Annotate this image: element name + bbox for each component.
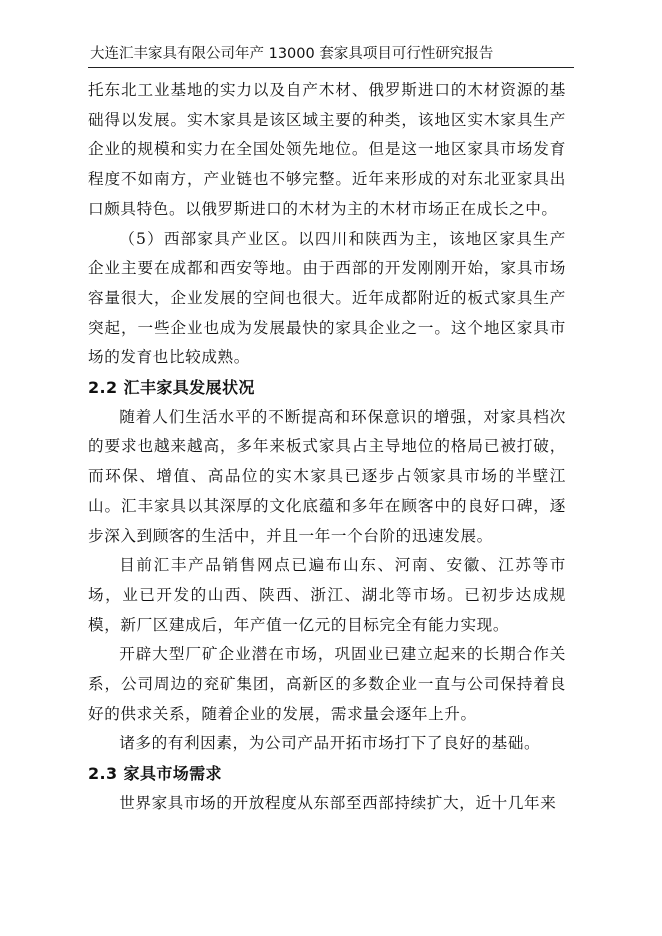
paragraph-market-demand: 世界家具市场的开放程度从东部至西部持续扩大，近十几年来 (119, 793, 557, 812)
paragraph-development-1: 随着人们生活水平的不断提高和环保意识的增强，对家具档次的要求也越来越高，多年来板式家具占主导地位的格局已被打破，而环保、增值、高品位的实木家具已逐步占领家具市场的半壁江山。汇丰家具以其深厚的文化底蕴和多年在顾客中的良好口碑，逐步深入到顾客的生活中，并且一年一个台阶的迅速发展。 (88, 407, 566, 545)
section-number: 2.2 (88, 378, 118, 398)
section-number: 2.3 (88, 764, 118, 784)
section-heading-2-2 (88, 373, 566, 403)
paragraph-development-3: 开辟大型厂矿企业潜在市场，巩固业已建立起来的长期合作关系，公司周边的兖矿集团，高新区的多数企业一直与公司保持着良好的供求关系，随着企业的发展，需求量会逐年上升。 (88, 645, 566, 723)
section-title: 家具市场需求 (123, 764, 222, 784)
header-divider (88, 67, 574, 68)
document-body (88, 76, 566, 819)
section-heading-2-3 (88, 759, 566, 789)
paragraph-northeast-continued: 托东北工业基地的实力以及自产木材、俄罗斯进口的木材资源的基础得以发展。实木家具是该区域主要的种类，该地区实木家具生产企业的规模和实力在全国处领先地位。但是这一地区家具市场发育程度不如南方，产业链也不够完整。近年来形成的对东北亚家具出口颇具特色。以俄罗斯进口的木材为主的木材市场正在成长之中。 (88, 81, 566, 218)
paragraph-development-2: 目前汇丰产品销售网点已遍布山东、河南、安徽、江苏等市场，业已开发的山西、陕西、浙江、湖北等市场。已初步达成规模，新厂区建成后，年产值一亿元的目标完全有能力实现。 (88, 556, 566, 634)
page-header: 大连汇丰家具有限公司年产 13000 套家具项目可行性研究报告 (90, 46, 494, 62)
paragraph-development-4: 诸多的有利因素，为公司产品开拓市场打下了良好的基础。 (119, 734, 541, 753)
paragraph-western-region: （5）西部家具产业区。以四川和陕西为主，该地区家具生产企业主要在成都和西安等地。由于西部的开发刚刚开始，家具市场容量很大，企业发展的空间也很大。近年成都附近的板式家具生产突起，一些企业也成为发展最快的家具企业之一。这个地区家具市场的发育也比较成熟。 (88, 229, 566, 367)
section-title: 汇丰家具发展状况 (123, 378, 255, 398)
